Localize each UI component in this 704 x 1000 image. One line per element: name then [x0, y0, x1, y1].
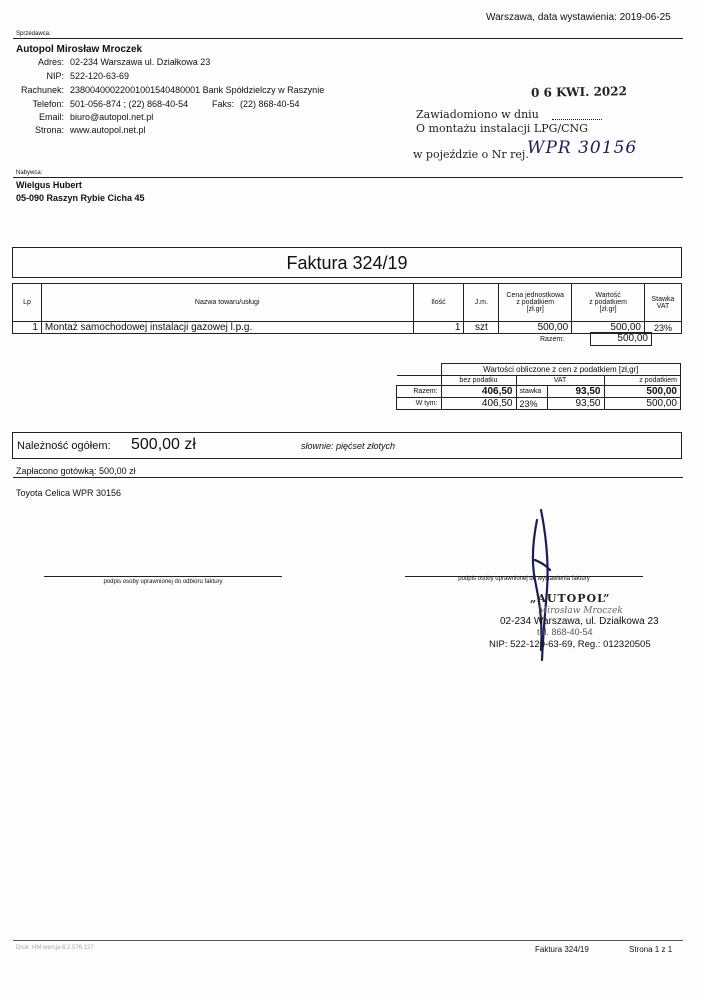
- footer-page-number: Strona 1 z 1: [629, 945, 673, 954]
- header-value-l3: [zł.gr]: [599, 306, 617, 313]
- vat-summary-title-row: [397, 364, 681, 376]
- seller-nip-label: NIP:: [46, 71, 64, 81]
- buyer-address: 05-090 Raszyn Rybie Cicha 45: [16, 193, 145, 203]
- row-unit-price: 500,00: [499, 322, 572, 334]
- signature-caption-receiver: podpis osoby uprawnionej do odbioru faktury: [103, 579, 223, 585]
- header-unit-price-l3: [zł.gr]: [526, 306, 544, 313]
- vat-header-net: bez podatku: [441, 376, 516, 386]
- vat-summary-corner: [397, 364, 442, 376]
- seller-phone: 501-056-874 ; (22) 868-40-54: [70, 99, 189, 109]
- seller-fax: (22) 868-40-54: [240, 99, 300, 109]
- items-table: [12, 283, 682, 334]
- buyer-name: Wielgus Hubert: [16, 180, 82, 190]
- vat-row-vat: 93,50: [547, 386, 604, 398]
- row-name: Montaż samochodowej instalacji gazowej l.p.g.: [41, 322, 413, 334]
- divider-paid: [13, 477, 683, 478]
- company-stamp-address: 02-234 Warszawa, ul. Działkowa 23: [500, 616, 659, 627]
- header-qty: Ilość: [413, 284, 464, 322]
- amount-due-value: 500,00 zł: [131, 436, 196, 453]
- notice-line1: Zawiadomiono w dniu: [416, 108, 539, 121]
- seller-name: Autopol Mirosław Mroczek: [16, 44, 143, 55]
- company-stamp-nip-regon: NIP: 522-120-63-69, Reg.: 012320505: [489, 639, 651, 650]
- header-vat-rate: [644, 284, 681, 322]
- row-vat-rate: 23%: [644, 322, 681, 334]
- header-lp: Lp: [13, 284, 42, 322]
- row-value: 500,00: [572, 322, 645, 334]
- seller-address-label: Adres:: [37, 57, 64, 67]
- footer-print-info: Druk: HM wersja 6.2.576.127: [16, 945, 94, 951]
- vat-row-label: W tym:: [397, 398, 442, 410]
- items-total-value: 500,00: [590, 332, 652, 346]
- seller-email-label: Email:: [38, 112, 64, 122]
- vat-row-vat: 93,50: [547, 398, 604, 410]
- header-unit-price-l1: Cena jednostkowa: [506, 292, 565, 299]
- vat-row-gross: 500,00: [604, 398, 681, 410]
- notice-line1-dots: [552, 119, 602, 120]
- vat-summary-header-row: [397, 376, 681, 386]
- row-lp: 1: [13, 322, 42, 334]
- notice-line2: O montażu instalacji LPG/CNG: [416, 122, 588, 135]
- header-vat-rate-l2: VAT: [656, 302, 670, 310]
- row-qty: 1: [413, 322, 464, 334]
- header-value: [572, 284, 645, 322]
- vat-row-net: 406,50: [441, 386, 516, 398]
- header-value-l1: Wartość: [595, 292, 621, 299]
- header-value-l2: z podatkiem: [589, 299, 627, 306]
- header-name: Nazwa towaru/usługi: [41, 284, 413, 322]
- vat-summary-header-blank: [397, 376, 442, 386]
- divider-seller: [13, 38, 683, 39]
- table-row: [397, 398, 681, 410]
- vat-row-label: Razem:: [397, 386, 442, 398]
- notice-line3: w pojeździe o Nr rej.: [413, 148, 529, 161]
- vat-summary-title: Wartości obliczone z cen z podatkiem [zł,gr]: [441, 364, 681, 376]
- notice-reg-handwritten: WPR 30156: [527, 138, 638, 158]
- company-stamp-owner: Mirosław Mroczek: [538, 606, 623, 616]
- seller-address: 02-234 Warszawa ul. Działkowa 23: [70, 57, 211, 67]
- signature-line-receiver: [44, 576, 282, 577]
- amount-due-box: [12, 432, 682, 459]
- vat-header-vat: VAT: [516, 376, 604, 386]
- company-stamp-phone: tel. 868-40-54: [537, 627, 593, 637]
- table-row: [397, 386, 681, 398]
- seller-account: 23800400022001001540480001 Bank Spółdzielczy w Raszynie: [70, 85, 325, 95]
- divider-buyer: [13, 177, 683, 178]
- divider-footer: [13, 940, 683, 941]
- header-vat-rate-l1: Stawka: [651, 295, 675, 303]
- vat-row-gross: 500,00: [604, 386, 681, 398]
- seller-section-label: Sprzedawca:: [16, 31, 51, 37]
- footer-invoice-number: Faktura 324/19: [535, 945, 589, 954]
- vat-row-net: 406,50: [441, 398, 516, 410]
- invoice-title: Faktura 324/19: [286, 253, 408, 273]
- notice-date-stamp: 0 6 KWI. 2022: [530, 84, 628, 100]
- vat-summary-table: [396, 363, 681, 410]
- seller-web-label: Strona:: [34, 125, 64, 135]
- vat-row-rate: stawka: [516, 386, 547, 398]
- seller-fax-label: Faks:: [212, 99, 235, 109]
- invoice-note: Toyota Celica WPR 30156: [16, 488, 122, 498]
- amount-due-label: Należność ogółem:: [17, 440, 111, 452]
- vat-header-gross: z podatkiem: [604, 376, 681, 386]
- vat-row-rate: 23%: [516, 398, 547, 410]
- invoice-title-box: [12, 247, 682, 278]
- seller-email: biuro@autopol.net.pl: [70, 112, 154, 122]
- issue-place-date: Warszawa, data wystawienia: 2019-06-25: [486, 12, 671, 23]
- buyer-section-label: Nabywca:: [16, 170, 43, 176]
- seller-nip: 522-120-63-69: [70, 71, 130, 81]
- row-unit: szt: [464, 322, 499, 334]
- seller-account-label: Rachunek:: [20, 85, 64, 95]
- seller-phone-label: Telefon:: [32, 99, 64, 109]
- amount-in-words: słownie: pięćset złotych: [301, 441, 396, 451]
- table-row: [13, 322, 682, 334]
- items-total-label: Razem:: [540, 336, 565, 343]
- paid-cash: Zapłacono gotówką: 500,00 zł: [16, 466, 136, 476]
- signature-caption-issuer: podpis osoby uprawnionej do wystawienia faktury: [458, 576, 590, 582]
- items-header-row: [13, 284, 682, 322]
- header-unit-price: [499, 284, 572, 322]
- header-unit: J.m.: [464, 284, 499, 322]
- header-unit-price-l2: z podatkiem: [516, 299, 555, 306]
- seller-web: www.autopol.net.pl: [70, 125, 146, 135]
- company-stamp-name: „AUTOPOL”: [530, 592, 611, 605]
